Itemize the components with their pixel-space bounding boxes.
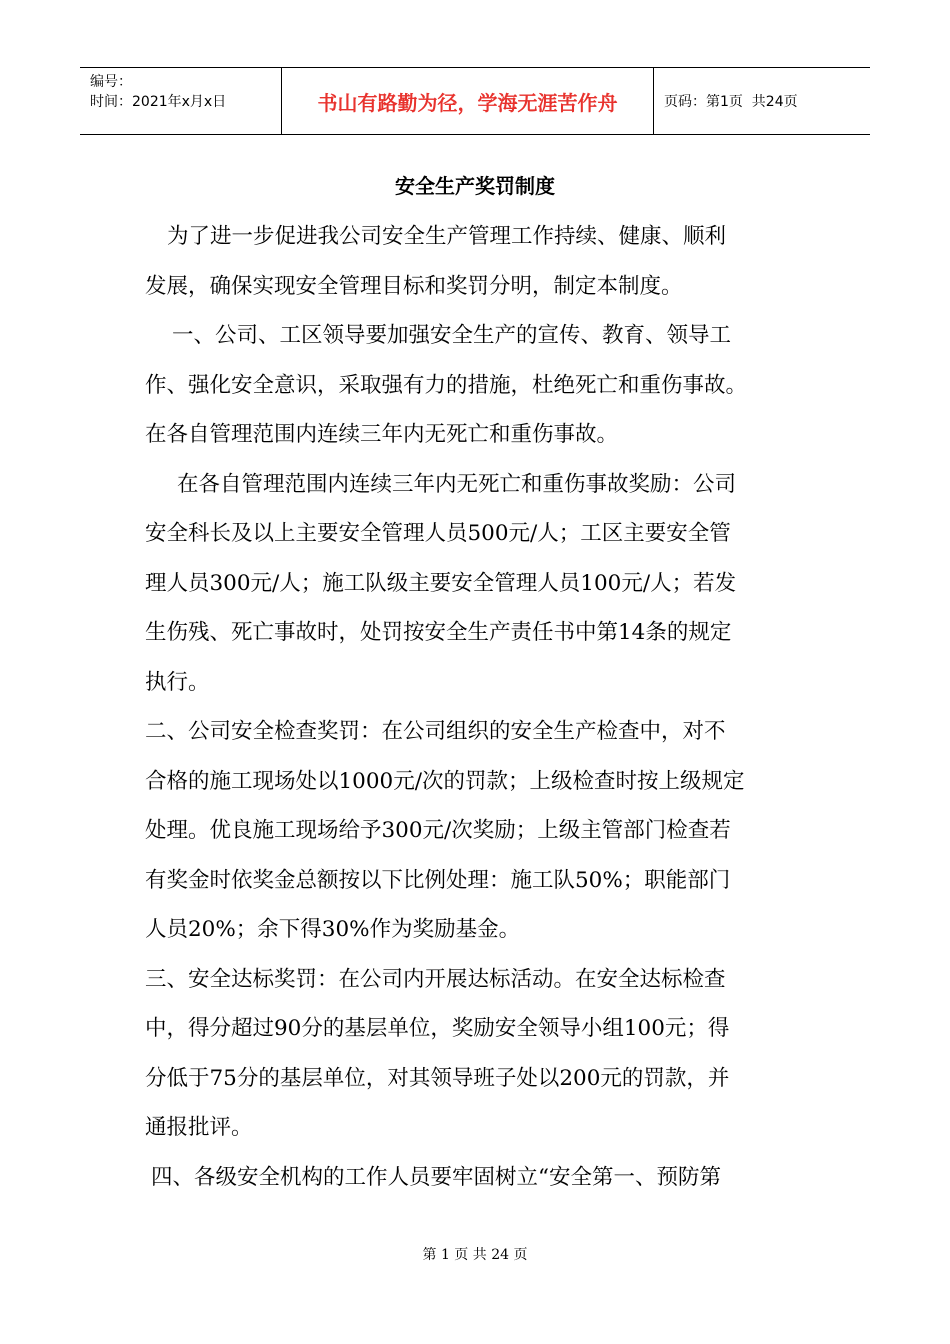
paragraph-line: 在各自管理范围内连续三年内无死亡和重伤事故。 [145,422,619,447]
document-number-label: 编号： [90,74,132,90]
body-paragraph [145,311,810,460]
document-title: 安全生产奖罚制度 [395,174,555,198]
body-paragraph [145,955,810,1153]
paragraph-line: 生伤残、死亡事故时，处罚按安全生产责任书中第14条的规定 [145,620,732,645]
page-footer: 第 1 页 共 24 页 [422,1247,528,1263]
body-paragraph [145,212,810,311]
document-body [145,212,810,1202]
paragraph-line: 一、公司、工区领导要加强安全生产的宣传、教育、领导工 [172,323,732,348]
paragraph-line: 在各自管理范围内连续三年内无死亡和重伤事故奖励：公司 [177,471,737,497]
paragraph-line: 四、各级安全机构的工作人员要牢固树立“安全第一、预防第 [151,1164,721,1190]
paragraph-line: 安全科长及以上主要安全管理人员500元/人；工区主要安全管 [145,521,731,546]
document-time-label: 时间：2021年x月x日 [90,94,227,110]
header-meta-cell [80,68,282,134]
paragraph-line: 有奖金时依奖金总额按以下比例处理：施工队50%；职能部门 [145,867,731,893]
paragraph-line: 理人员300元/人；施工队级主要安全管理人员100元/人；若发 [145,570,737,596]
document-header [80,67,870,135]
paragraph-line: 三、安全达标奖罚：在公司内开展达标活动。在安全达标检查 [145,966,726,992]
paragraph-line: 中，得分超过90分的基层单位，奖励安全领导小组100元；得 [145,1016,730,1041]
header-motto: 书山有路勤为径，学海无涯苦作舟 [317,90,618,115]
paragraph-line: 通报批评。 [145,1115,253,1140]
header-page-info: 页码：第1页 共24页 [664,94,798,110]
body-paragraph [145,1153,810,1203]
paragraph-line: 人员20%；余下得30%作为奖励基金。 [145,917,521,942]
paragraph-line: 合格的施工现场处以1000元/次的罚款；上级检查时按上级规定 [145,768,745,794]
paragraph-line: 执行。 [145,669,210,695]
paragraph-line: 分低于75分的基层单位，对其领导班子处以200元的罚款，并 [145,1065,730,1091]
body-paragraph [145,460,810,708]
paragraph-line: 为了进一步促进我公司安全生产管理工作持续、健康、顺利 [167,224,727,249]
body-paragraph [145,707,810,955]
header-page-cell [654,68,870,134]
paragraph-line: 作、强化安全意识，采取强有力的措施，杜绝死亡和重伤事故。 [145,372,748,398]
paragraph-line: 处理。优良施工现场给予300元/次奖励；上级主管部门检查若 [145,818,731,843]
paragraph-line: 发展，确保实现安全管理目标和奖罚分明，制定本制度。 [145,273,683,299]
header-motto-cell [282,68,654,134]
paragraph-line: 二、公司安全检查奖罚：在公司组织的安全生产检查中，对不 [145,719,726,744]
